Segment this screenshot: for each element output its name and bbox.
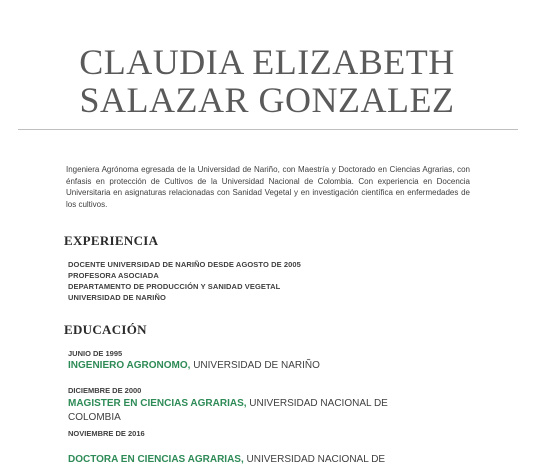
degree-title: DOCTORA EN CIENCIAS AGRARIAS, (68, 454, 244, 465)
education-date: NOVIEMBRE DE 2016 (68, 429, 145, 438)
degree-institution: UNIVERSIDAD NACIONAL DE (243, 454, 386, 465)
degree-institution: UNIVERSIDAD DE NARIÑO (190, 360, 320, 371)
education-entry (68, 398, 388, 409)
degree-institution-continued: COLOMBIA (68, 412, 121, 423)
degree-institution: UNIVERSIDAD NACIONAL DE (246, 398, 388, 409)
education-entry (68, 360, 320, 371)
header-divider (18, 129, 518, 130)
name-line-1: CLAUDIA ELIZABETH (79, 42, 455, 82)
profile-summary: Ingeniera Agrónoma egresada de la Universidad de Nariño, con Maestría y Doctorado en Ciencias Agrarias, con énfasis en protección de Cultivos de la Universidad Nacional de Colombia. Con experiencia en Docencia Universitaria en asignaturas relacionadas con Sanidad Vegetal y en investigación científica en enfermedades de los cultivos. (66, 165, 470, 209)
experience-position: DOCENTE UNIVERSIDAD DE NARIÑO DESDE AGOSTO DE 2005 (68, 260, 301, 269)
education-date: JUNIO DE 1995 (68, 349, 123, 358)
name-line-2: SALAZAR GONZALEZ (79, 80, 455, 120)
education-heading: EDUCACIÓN (64, 322, 147, 337)
education-entry (68, 454, 385, 465)
degree-title: INGENIERO AGRONOMO, (68, 360, 191, 371)
experience-institution: UNIVERSIDAD DE NARIÑO (68, 293, 166, 302)
experience-rank: PROFESORA ASOCIADA (68, 271, 159, 280)
experience-department: DEPARTAMENTO DE PRODUCCIÓN Y SANIDAD VEGETAL (68, 282, 281, 291)
education-date: DICIEMBRE DE 2000 (68, 386, 142, 395)
experience-heading: EXPERIENCIA (64, 233, 159, 248)
degree-title: MAGISTER EN CIENCIAS AGRARIAS, (68, 398, 247, 409)
